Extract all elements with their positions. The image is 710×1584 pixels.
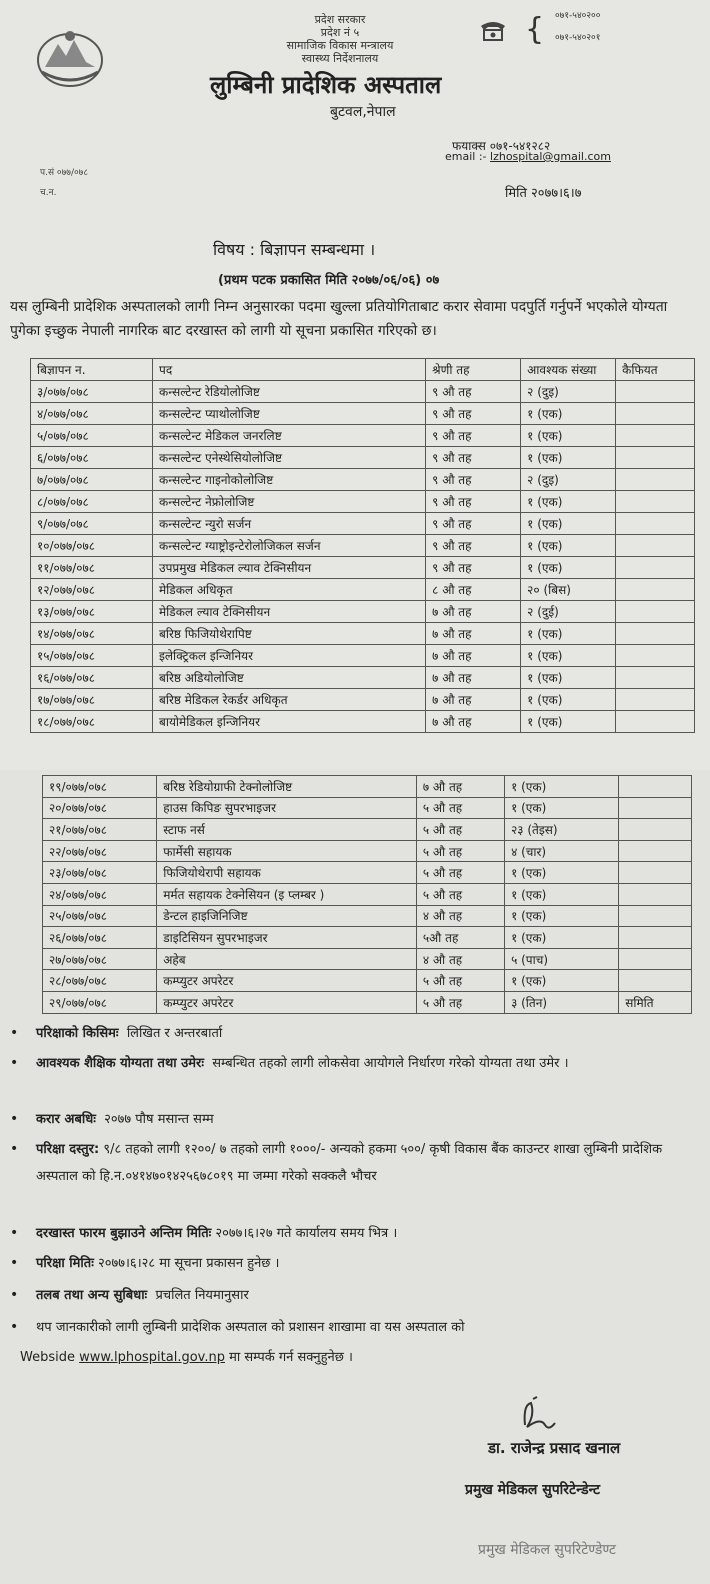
cell-level: ७ औ तह	[426, 601, 521, 623]
cell-remarks	[616, 425, 695, 447]
email-line	[445, 150, 611, 163]
cell-level: ९ औ तह	[426, 557, 521, 579]
cell-position: डाइटिसियन सुपरभाइजर	[157, 927, 417, 949]
cell-remarks	[616, 557, 695, 579]
bullet-icon: •	[10, 1319, 19, 1335]
cell-remarks	[616, 601, 695, 623]
cell-level: ९ औ तह	[426, 469, 521, 491]
cell-count: ५ (पाच)	[505, 948, 619, 970]
table-row	[31, 469, 695, 491]
cell-remarks	[619, 948, 692, 970]
cell-level: ७ औ तह	[416, 776, 504, 798]
bullet-icon: •	[10, 1225, 19, 1241]
cell-position: कन्सल्टेन्ट न्युरो सर्जन	[153, 513, 426, 535]
cell-count: २ (दुइ)	[521, 381, 616, 403]
cell-remarks	[619, 927, 692, 949]
website-label: Webside	[20, 1350, 75, 1365]
header-line-2: प्रदेश नं ५	[320, 26, 360, 39]
table-row	[43, 883, 692, 905]
table-row	[31, 623, 695, 645]
cell-count: १ (एक)	[521, 425, 616, 447]
fee-label: परिक्षा दस्तुर:	[36, 1142, 100, 1157]
cell-ad-number: १६/०७७/०७८	[31, 667, 153, 689]
cell-count: १ (एक)	[521, 557, 616, 579]
cell-count: १ (एक)	[521, 645, 616, 667]
cell-ad-number: २७/०७७/०७८	[43, 948, 157, 970]
cell-ad-number: २४/०७७/०७८	[43, 883, 157, 905]
cell-remarks	[616, 491, 695, 513]
cell-remarks	[616, 623, 695, 645]
deadline-value: २०७७।६।२७ गते कार्यालय समय भित्र ।	[215, 1226, 398, 1241]
cell-ad-number: ७/०७७/०७८	[31, 469, 153, 491]
cell-level: ७ औ तह	[426, 623, 521, 645]
cell-remarks	[619, 883, 692, 905]
cell-remarks	[619, 840, 692, 862]
cell-count: १ (एक)	[521, 689, 616, 711]
cell-position: डेन्टल हाइजिनिजिष्ट	[157, 905, 417, 927]
header-line-1: प्रदेश सरकार	[314, 13, 366, 26]
cell-position: कन्सल्टेन्ट एनेस्थेसियोलोजिष्ट	[153, 447, 426, 469]
cell-remarks	[616, 513, 695, 535]
table-row	[43, 819, 692, 841]
salary-label: तलब तथा अन्य सुबिधाः	[36, 1288, 148, 1303]
cell-position: अहेब	[157, 948, 417, 970]
website-suffix: मा सम्पर्क गर्न सक्नुहुनेछ ।	[229, 1350, 353, 1365]
cell-level: ४ औ तह	[416, 905, 504, 927]
cell-level: ५ औ तह	[416, 883, 504, 905]
cell-ad-number: ३/०७७/०७८	[31, 381, 153, 403]
cell-level: ५औ तह	[416, 927, 504, 949]
cell-ad-number: ५/०७७/०७८	[31, 425, 153, 447]
bullet-icon: •	[10, 1111, 19, 1127]
cell-level: ५ औ तह	[416, 819, 504, 841]
cell-ad-number: १५/०७७/०७८	[31, 645, 153, 667]
cell-remarks	[616, 535, 695, 557]
cell-ad-number: १४/०७७/०७८	[31, 623, 153, 645]
cell-position: कन्सल्टेन्ट प्याथोलोजिष्ट	[153, 403, 426, 425]
exam-date-value: २०७७।६।२८ मा सूचना प्रकासन हुनेछ ।	[97, 1256, 280, 1271]
cell-count: १ (एक)	[521, 491, 616, 513]
exam-date-label: परिक्षा मितिः	[36, 1256, 94, 1271]
cell-remarks	[619, 819, 692, 841]
cell-level: ५ औ तह	[416, 991, 504, 1013]
cell-level: ९ औ तह	[426, 381, 521, 403]
table-row	[43, 840, 692, 862]
cell-count: १ (एक)	[505, 905, 619, 927]
bullet-icon: •	[10, 1255, 19, 1271]
header-level: श्रेणी तह	[426, 359, 521, 381]
cell-remarks	[619, 905, 692, 927]
cell-position: फार्मेसी सहायक	[157, 840, 417, 862]
cell-remarks	[616, 381, 695, 403]
table-row	[31, 491, 695, 513]
dispatch-number: च.न.	[40, 188, 57, 198]
cell-count: १ (एक)	[505, 927, 619, 949]
cell-count: ४ (चार)	[505, 840, 619, 862]
table-row	[31, 447, 695, 469]
qualification-value: सम्बन्धित तहको लागी लोकसेवा आयोगले निर्धारण गरेको योग्यता तथा उमेर ।	[212, 1056, 569, 1071]
bullet-icon: •	[10, 1287, 19, 1303]
exam-type-value: लिखित र अन्तरबार्ता	[126, 1026, 223, 1041]
vacancy-table-part-2	[42, 775, 692, 1014]
cell-remarks	[616, 447, 695, 469]
cell-position: मेडिकल ल्याव टेक्निसीयन	[153, 601, 426, 623]
notice-sheet-top	[0, 0, 710, 770]
exam-type-label: परिक्षाको किसिमः	[36, 1026, 119, 1041]
office-stamp: प्रमुख मेडिकल सुपरिटेण्डेण्ट	[478, 1542, 616, 1558]
cell-remarks	[616, 469, 695, 491]
notice-date: मिति २०७७।६।७	[505, 186, 582, 201]
cell-ad-number: ६/०७७/०७८	[31, 447, 153, 469]
vacancy-table-part-1	[30, 358, 695, 733]
cell-position: कम्प्युटर अपरेटर	[157, 991, 417, 1013]
fax-number: फयाक्स ०७१-५४१२८२	[452, 139, 551, 153]
qualification-label: आवश्यक शैक्षिक योग्यता तथा उमेरः	[36, 1056, 204, 1071]
cell-count: १ (एक)	[521, 535, 616, 557]
cell-ad-number: १७/०७७/०७८	[31, 689, 153, 711]
cell-level: ४ औ तह	[416, 948, 504, 970]
cell-ad-number: २३/०७७/०७८	[43, 862, 157, 884]
cell-ad-number: ९/०७७/०७८	[31, 513, 153, 535]
cell-level: ९ औ तह	[426, 535, 521, 557]
table-row	[31, 535, 695, 557]
table-row	[43, 948, 692, 970]
cell-remarks	[616, 689, 695, 711]
cell-level: ८ औ तह	[426, 579, 521, 601]
cell-count: १ (एक)	[521, 667, 616, 689]
more-info-text: थप जानकारीको लागी लुम्बिनी प्रादेशिक अस्पताल को प्रशासन शाखामा वा यस अस्पताल को	[36, 1320, 465, 1335]
cell-level: ५ औ तह	[416, 862, 504, 884]
cell-ad-number: १०/०७७/०७८	[31, 535, 153, 557]
table-row	[31, 425, 695, 447]
cell-count: १ (एक)	[521, 447, 616, 469]
cell-count: १ (एक)	[521, 623, 616, 645]
deadline-label: दरखास्त फारम बुझाउने अन्तिम मितिः	[36, 1226, 212, 1241]
contract-label: करार अबधिः	[36, 1112, 96, 1127]
phone-number-2: ०७१-५४०२०१	[555, 33, 601, 43]
cell-ad-number: २९/०७७/०७८	[43, 991, 157, 1013]
cell-remarks	[619, 970, 692, 992]
signatory-name: डा. राजेन्द्र प्रसाद खनाल	[488, 1439, 621, 1457]
cell-count: २३ (तेइस)	[505, 819, 619, 841]
signatory-designation: प्रमुख मेडिकल सुपरिटेन्डेन्ट	[465, 1482, 601, 1498]
cell-ad-number: ८/०७७/०७८	[31, 491, 153, 513]
cell-level: ९ औ तह	[426, 403, 521, 425]
cell-count: १ (एक)	[521, 711, 616, 733]
cell-remarks	[619, 797, 692, 819]
cell-count: २० (बिस)	[521, 579, 616, 601]
cell-level: ७ औ तह	[426, 667, 521, 689]
cell-count: १ (एक)	[521, 513, 616, 535]
cell-remarks	[616, 579, 695, 601]
email-address[interactable]: lzhospital@gmail.com	[490, 150, 611, 163]
cell-position: कम्प्युटर अपरेटर	[157, 970, 417, 992]
cell-position: बरिष्ठ मेडिकल रेकर्डर अधिकृत	[153, 689, 426, 711]
cell-ad-number: २५/०७७/०७८	[43, 905, 157, 927]
table-row	[43, 776, 692, 798]
cell-level: ७ औ तह	[426, 711, 521, 733]
table-row	[31, 601, 695, 623]
header-ad-number: बिज्ञापन न.	[31, 359, 153, 381]
cell-ad-number: १२/०७७/०७८	[31, 579, 153, 601]
cell-position: हाउस किपिङ सुपरभाइजर	[157, 797, 417, 819]
cell-ad-number: १८/०७७/०७८	[31, 711, 153, 733]
table-row	[43, 905, 692, 927]
cell-count: १ (एक)	[505, 776, 619, 798]
cell-level: ७ औ तह	[426, 645, 521, 667]
cell-position: इलेक्ट्रिकल इन्जिनियर	[153, 645, 426, 667]
notice-sheet-bottom	[0, 770, 710, 1584]
cell-remarks	[616, 711, 695, 733]
cell-count: १ (एक)	[505, 862, 619, 884]
table-row	[43, 927, 692, 949]
table-row	[31, 381, 695, 403]
cell-position: बरिष्ठ अडियोलोजिष्ट	[153, 667, 426, 689]
cell-position: कन्सल्टेन्ट मेडिकल जनरलिष्ट	[153, 425, 426, 447]
cell-ad-number: २६/०७७/०७८	[43, 927, 157, 949]
table-row	[31, 645, 695, 667]
cell-ad-number: १३/०७७/०७८	[31, 601, 153, 623]
cell-level: ९ औ तह	[426, 491, 521, 513]
hospital-name: लुम्बिनी प्रादेशिक अस्पताल	[210, 70, 442, 99]
cell-position: कन्सल्टेन्ट ग्याष्ट्रोइन्टेरोलोजिकल सर्जन	[153, 535, 426, 557]
cell-position: बायोमेडिकल इन्जिनियर	[153, 711, 426, 733]
header-position: पद	[153, 359, 426, 381]
cell-ad-number: ११/०७७/०७८	[31, 557, 153, 579]
table-row	[31, 557, 695, 579]
signature-icon	[505, 1395, 575, 1435]
cell-level: ५ औ तह	[416, 797, 504, 819]
website-link[interactable]: www.lphospital.gov.np	[79, 1350, 225, 1365]
cell-position: कन्सल्टेन्ट रेडियोलोजिष्ट	[153, 381, 426, 403]
phone-brace: {	[525, 12, 545, 47]
bullet-icon: •	[10, 1055, 19, 1071]
cell-count: १ (एक)	[505, 883, 619, 905]
cell-level: ९ औ तह	[426, 425, 521, 447]
table-row	[31, 579, 695, 601]
header-remarks: कैफियत	[616, 359, 695, 381]
telephone-icon	[478, 18, 508, 42]
table-row	[43, 970, 692, 992]
cell-count: ३ (तिन)	[505, 991, 619, 1013]
salary-value: प्रचलित नियमानुसार	[155, 1288, 249, 1303]
cell-ad-number: १९/०७७/०७८	[43, 776, 157, 798]
header-count: आवश्यक संख्या	[521, 359, 616, 381]
cell-ad-number: ४/०७७/०७८	[31, 403, 153, 425]
table-row	[43, 991, 692, 1013]
email-label: email :-	[445, 150, 487, 163]
bullet-icon: •	[10, 1141, 19, 1157]
cell-count: २ (दुई)	[521, 601, 616, 623]
table-row	[43, 862, 692, 884]
cell-count: २ (दुइ)	[521, 469, 616, 491]
cell-count: १ (एक)	[505, 970, 619, 992]
table-row	[31, 689, 695, 711]
contract-value: २०७७ पौष मसान्त सम्म	[104, 1112, 214, 1127]
table-row	[43, 797, 692, 819]
nepal-emblem-icon	[30, 22, 110, 92]
cell-position: बरिष्ठ रेडियोग्राफी टेक्नोलोजिष्ट	[157, 776, 417, 798]
table-row	[31, 667, 695, 689]
table-header-row	[31, 359, 695, 381]
cell-position: स्टाफ नर्स	[157, 819, 417, 841]
cell-remarks	[619, 862, 692, 884]
cell-position: कन्सल्टेन्ट गाइनोकोलोजिष्ट	[153, 469, 426, 491]
first-published-date: (प्रथम पटक प्रकासित मिति २०७७/०६/०६) ०७	[218, 273, 440, 288]
cell-level: ५ औ तह	[416, 840, 504, 862]
cell-ad-number: २०/०७७/०७८	[43, 797, 157, 819]
reference-number: प.सं ०७७/०७८	[40, 168, 89, 178]
table-row	[31, 513, 695, 535]
cell-ad-number: २१/०७७/०७८	[43, 819, 157, 841]
cell-level: ७ औ तह	[426, 689, 521, 711]
cell-position: मेडिकल अधिकृत	[153, 579, 426, 601]
header-line-3: सामाजिक विकास मन्त्रालय	[286, 39, 394, 52]
notice-intro: यस लुम्बिनी प्रादेशिक अस्पतालको लागी निम्न अनुसारका पदमा खुल्ला प्रतियोगिताबाट करार सेवामा पदपुर्ति गर्नुपर्ने भएकोले योग्यता पुगेका इच्छुक नेपाली नागरिक बाट दरखास्त को लागी यो सूचना प्रकासित गरिएको छ।	[10, 299, 668, 339]
cell-remarks	[616, 667, 695, 689]
cell-position: मर्मत सहायक टेक्नेसियन (इ प्लम्बर )	[157, 883, 417, 905]
notice-subject: विषय : बिज्ञापन सम्बन्धमा ।	[213, 240, 376, 259]
header-line-4: स्वास्थ्य निर्देशनालय	[301, 52, 379, 65]
cell-remarks	[619, 776, 692, 798]
cell-remarks: समिति	[619, 991, 692, 1013]
hospital-location: बुटवल,नेपाल	[330, 104, 396, 120]
cell-remarks	[616, 645, 695, 667]
bullet-icon: •	[10, 1025, 19, 1041]
cell-ad-number: २८/०७७/०७८	[43, 970, 157, 992]
table-row	[31, 403, 695, 425]
cell-position: बरिष्ठ फिजियोथेरापिष्ट	[153, 623, 426, 645]
phone-number-1: ०७१-५४०२००	[555, 11, 601, 21]
cell-level: ५ औ तह	[416, 970, 504, 992]
table-row	[31, 711, 695, 733]
cell-level: ९ औ तह	[426, 513, 521, 535]
cell-count: १ (एक)	[521, 403, 616, 425]
cell-position: फिजियोथेरापी सहायक	[157, 862, 417, 884]
cell-level: ९ औ तह	[426, 447, 521, 469]
cell-remarks	[616, 403, 695, 425]
cell-position: उपप्रमुख मेडिकल ल्याव टेक्निसीयन	[153, 557, 426, 579]
cell-count: १ (एक)	[505, 797, 619, 819]
cell-position: कन्सल्टेन्ट नेफ्रोलोजिष्ट	[153, 491, 426, 513]
fee-value: ९/८ तहको लागी १२००/ ७ तहको लागी १०००/- अन्यको हकमा ५००/ कृषी विकास बैंक काउन्टर शाखा लुम्बिनी प्रादेशिक अस्पताल को हि.न.०४१४७०१४२५६७८०१९ मा जम्मा गरेको सक्कलै भौचर	[36, 1142, 663, 1184]
cell-ad-number: २२/०७७/०७८	[43, 840, 157, 862]
